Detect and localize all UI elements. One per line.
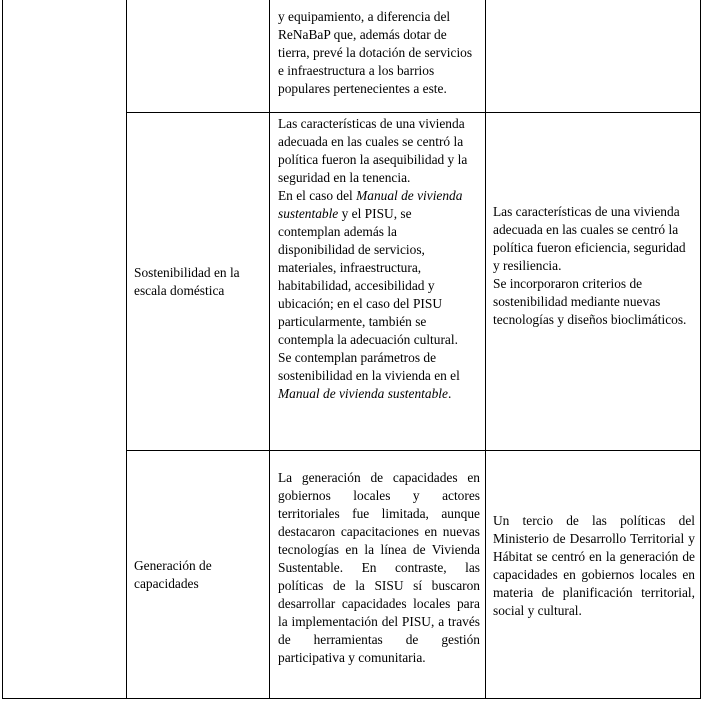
row-2-middle-cell (278, 115, 476, 403)
row-divider-2 (126, 450, 701, 451)
table-border-bottom (2, 698, 701, 699)
table-divider-col3 (485, 0, 486, 699)
row-2-middle-text-3c: . (447, 386, 452, 401)
table-border-right (700, 0, 701, 699)
row-2-right-text-1: Las características de una vivienda adecuada en las cuales se centró la política fueron eficiencia, seguridad y resiliencia. (493, 204, 686, 273)
manual-title-italic-2: Manual de vivienda sustentable (278, 386, 448, 401)
row-2-right-paragraph-2 (493, 275, 693, 329)
row-2-right-paragraph-1 (493, 203, 693, 275)
manual-title-italic: Manual de vivienda sustentable (278, 188, 463, 221)
row-3-middle-paragraph (278, 469, 480, 667)
row-1-middle-paragraph (278, 8, 476, 98)
row-3-right-cell (493, 512, 695, 620)
row-2-right-cell (493, 203, 693, 329)
row-3-middle-cell (278, 469, 480, 667)
table-divider-col2 (269, 0, 270, 699)
row-2-middle-paragraph-2 (278, 187, 476, 349)
row-1-middle-cell (278, 8, 476, 98)
row-3-right-paragraph (493, 512, 695, 620)
row-3-label: Generación de capacidades (134, 558, 212, 591)
row-3-right-text: Un tercio de las políticas del Ministerio de Desarrollo Territorial y Hábitat se centró en la generación de capacidades en gobiernos locales en materia de planificación territorial, social y cultural. (493, 513, 695, 618)
row-2-label: Sostenibilidad en la escala doméstica (134, 265, 240, 298)
row-2-middle-paragraph-3 (278, 349, 476, 403)
row-2-middle-text-3a: Se contemplan parámetros de sostenibilidad en la vivienda en el (278, 350, 460, 383)
row-2-right-text-2: Se incorporaron criterios de sostenibilidad mediante nuevas tecnologías y diseños bioclimáticos. (493, 276, 687, 327)
table-border-left (2, 0, 3, 699)
row-1-middle-text: y equipamiento, a diferencia del ReNaBaP que, además dotar de tierra, prevé la dotación de servicios e infraestructura a los barrios populares pertenecientes a este. (278, 9, 473, 96)
row-2-middle-text-2a: En el caso del (278, 188, 357, 203)
row-2-middle-text-2c: y el PISU, se contemplan además la disponibilidad de servicios, materiales, infraestructura, habitabilidad, accesibilidad y ubicación; en el caso del PISU particularmente, también se contempla la adecuación cultural. (278, 206, 458, 347)
row-divider-1 (126, 112, 701, 113)
row-2-middle-text-1: Las características de una vivienda adecuada en las cuales se centró la política fueron la asequibilidad y la seguridad en la tenencia. (278, 116, 468, 185)
row-2-middle-paragraph-1 (278, 115, 476, 187)
row-3-middle-text: La generación de capacidades en gobiernos locales y actores territoriales fue limitada, aunque destacaron capacitaciones en nuevas tecnologías en la línea de Vivienda Sustentable. En contraste, las políticas de la SISU sí buscaron desarrollar capacidades locales para la implementación del PISU, a través de herramientas de gestión participativa y comunitaria. (278, 470, 480, 665)
table-divider-col1 (126, 0, 127, 699)
